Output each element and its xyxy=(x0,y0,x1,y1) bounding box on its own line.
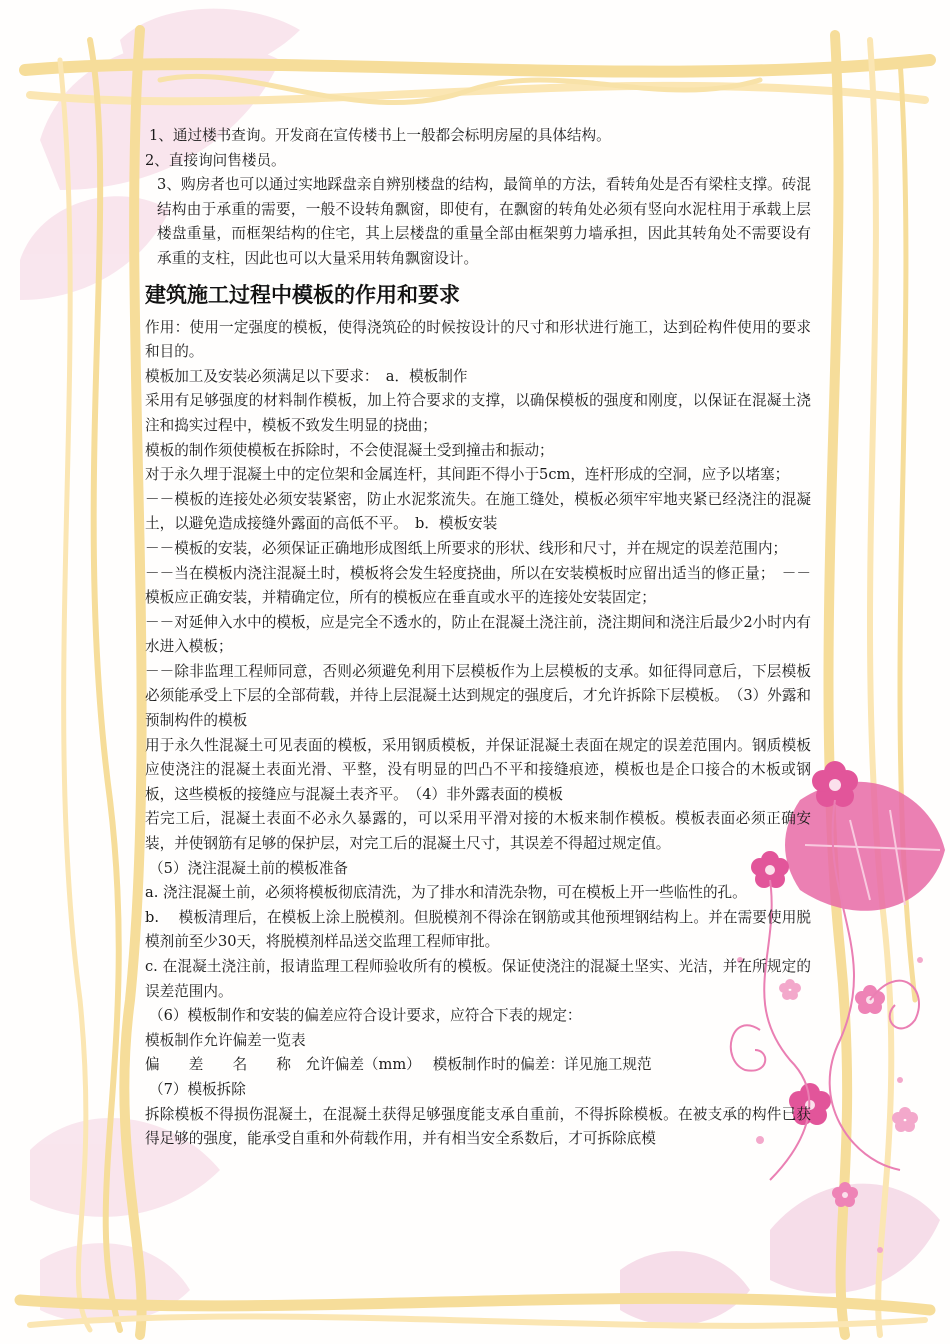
intro-item-1: 1、通过楼书查询。开发商在宣传楼书上一般都会标明房屋的具体结构。 xyxy=(149,127,611,144)
paragraph-removal: 拆除模板不得损伤混凝土，在混凝土获得足够强度能支承自重前，不得拆除模板。在被支承的构件已获得足够的强度，能承受自重和外荷载作用，并有相当安全系数后，才可拆除底模 xyxy=(145,1105,811,1148)
intro-item-3: 3、购房者也可以通过实地踩盘亲自辨别楼盘的结构，最简单的方法，看转角处是否有梁柱支撑。砖混结构由于承重的需要，一般不设转角飘窗，即使有，在飘窗的转角处必须有竖向水泥柱用于承载上层楼盘重量，而框架结构的住宅，其上层楼盘的重量全部由框架剪力墙承担，因此其转角处不需要设有承重的支柱，因此也可以大量采用转角飘窗设计。 xyxy=(157,176,811,267)
paragraph-purpose: 作用：使用一定强度的模板，使得浇筑砼的时候按设计的尺寸和形状进行施工，达到砼构件使用的要求和目的。 xyxy=(145,318,811,361)
paragraph-prep-c: c. 在混凝土浇注前，报请监理工程师验收所有的模板。保证使浇注的混凝土坚实、光洁，并在所规定的误差范围内。 xyxy=(145,958,811,1000)
paragraph-tie-rods: 对于永久埋于混凝土中的定位架和金属连杆，其间距不得小于5cm，连杆形成的空洞，应予以堵塞； xyxy=(145,466,790,484)
paragraph-prep-a: a. 浇注混凝土前，必须将模板彻底清洗，为了排水和清洗杂物，可在模板上开一些临性的孔。 xyxy=(145,884,747,902)
paragraph-support: －－除非监理工程师同意，否则必须避免利用下层模板作为上层模板的支承。如征得同意后，下层模板必须能承受上下层的全部荷载，并待上层混凝土达到规定的强度后，才允许拆除下层模板。 （3）外露和预制构件的模板 xyxy=(145,662,812,730)
intro-item-2: 2、直接询问售楼员。 xyxy=(145,151,286,169)
paragraph-requirements: 模板加工及安装必须满足以下要求： a．模板制作 xyxy=(145,367,468,385)
paragraph-deflection: －－当在模板内浇注混凝土时，模板将会发生轻度挠曲，所以在安装模板时应留出适当的修正量； －－模板应正确安装，并精确定位，所有的模板应在垂直或水平的连接处安装固定； xyxy=(145,564,811,607)
table-title: 模板制作允许偏差一览表 xyxy=(145,1031,306,1049)
paragraph-watertight: －－对延伸入水中的模板，应是完全不透水的，防止在混凝土浇注前，浇注期间和浇注后最少2小时内有水进入模板； xyxy=(145,613,812,656)
paragraph-joints: －－模板的连接处必须安装紧密，防止水泥浆流失。在施工缝处，模板必须牢牢地夹紧已经浇注的混凝土，以避免造成接缝外露面的高低不平。 b．模板安装 xyxy=(145,490,811,533)
paragraph-exposed-forms: 用于永久性混凝土可见表面的模板，采用钢质模板，并保证混凝土表面在规定的误差范围内。钢质模板应使浇注的混凝土表面光滑、平整，没有明显的凹凸不平和接缝痕迹，模板也是企口接合的木板或钢板，这些模板的接缝应与混凝土表齐平。 （4）非外露表面的模板 xyxy=(145,736,811,803)
paragraph-tolerance: （6）模板制作和安装的偏差应符合设计要求，应符合下表的规定： xyxy=(149,1007,582,1025)
paragraph-removal-impact: 模板的制作须使模板在拆除时，不会使混凝土受到撞击和振动； xyxy=(145,441,554,459)
table-header-row: 偏 差 名 称 允许偏差（mm） 模板制作时的偏差：详见施工规范 xyxy=(145,1056,652,1074)
document-body xyxy=(145,124,811,1152)
paragraph-non-exposed-forms: 若完工后，混凝土表面不必永久暴露的，可以采用平滑对接的木板来制作模板。模板表面必须正确安装，并使钢筋有足够的保护层，对完工后的混凝土尺寸，其误差不得超过规定值。 xyxy=(145,810,811,853)
paragraph-prep-b: b. 模板清理后，在模板上涂上脱模剂。但脱模剂不得涂在钢筋或其他预埋钢结构上。并在需要使用脱模剂前至少30天，将脱模剂样品送交监理工程师审批。 xyxy=(145,908,811,951)
paragraph-prep-heading: （5）浇注混凝土前的模板准备 xyxy=(149,859,349,877)
paragraph-removal-heading: （7）模板拆除 xyxy=(149,1080,246,1098)
section-heading: 建筑施工过程中模板的作用和要求 xyxy=(145,282,460,307)
paragraph-strength: 采用有足够强度的材料制作模板，加上符合要求的支撑，以确保模板的强度和刚度，以保证在混凝土浇注和捣实过程中，模板不致发生明显的挠曲； xyxy=(145,392,811,434)
paragraph-installation: －－模板的安装，必须保证正确地形成图纸上所要求的形状、线形和尺寸，并在规定的误差范围内； xyxy=(145,539,788,557)
